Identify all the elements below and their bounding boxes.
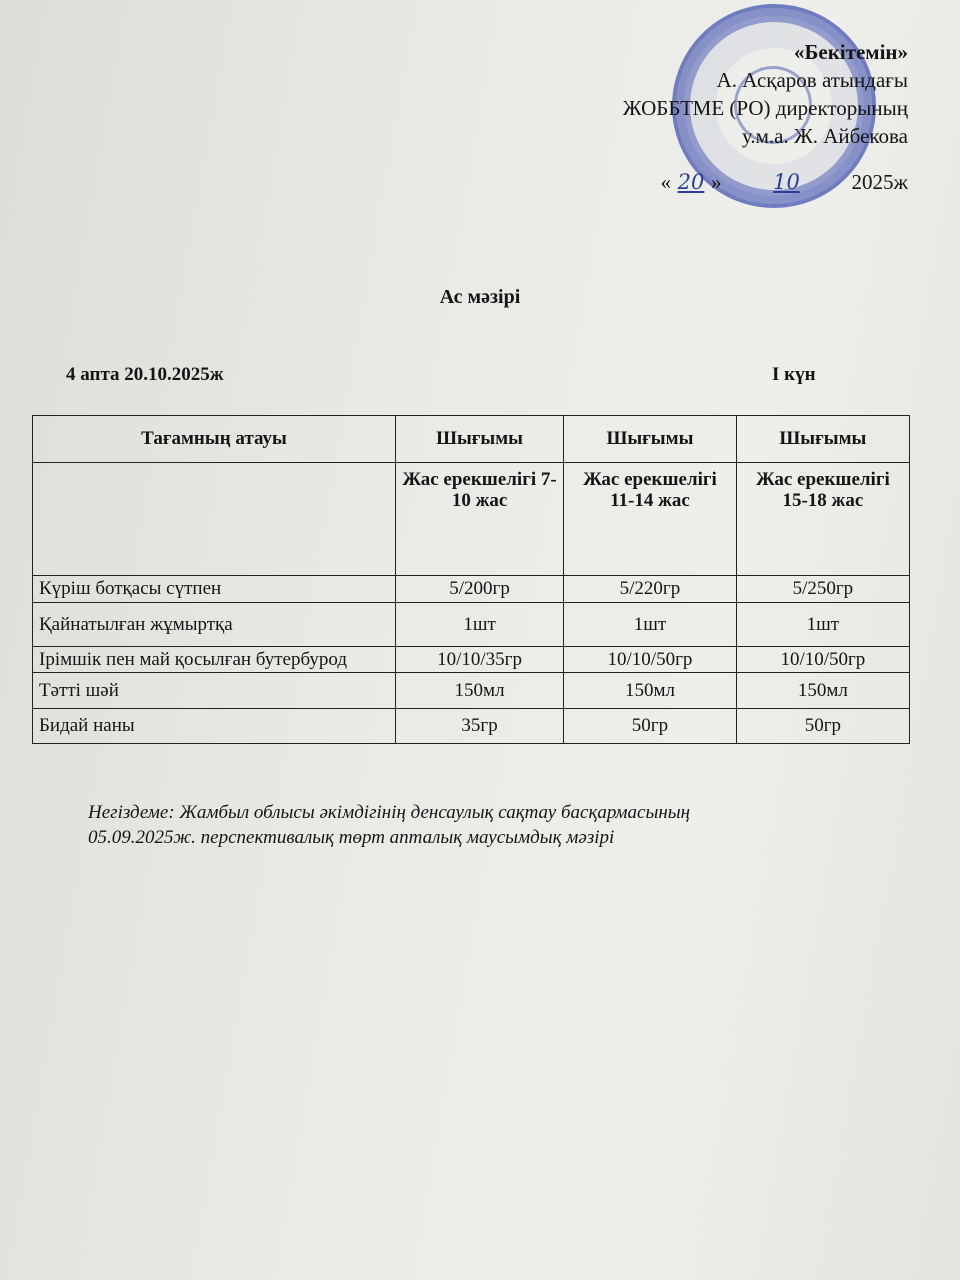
table-header-row [33,416,910,463]
approval-heading: «Бекітемін» [793,40,908,64]
page-title: Ас мәзірі [439,286,521,308]
table-row [33,647,910,673]
portion: 150мл [396,673,564,709]
header-dish: Тағамның атауы [33,416,396,463]
table-row [33,576,910,603]
age-group: Жас ерекшелігі 7-10 жас [396,463,564,576]
dish-name: Ірімшік пен май қосылған бутербурод [33,647,396,673]
date-day: 20 [677,170,705,194]
portion: 5/250гр [736,576,909,603]
dish-name: Бидай наны [33,709,396,744]
date-month: 10 [773,170,800,194]
approval-block [623,38,908,150]
portion: 150мл [564,673,737,709]
table-row [33,709,910,744]
header-yield: Шығымы [564,416,737,463]
header-yield: Шығымы [396,416,564,463]
portion: 1шт [564,603,737,647]
note-line: 05.09.2025ж. перспективалық төрт апталық маусымдық мәзірі [88,827,615,848]
dish-name: Тәтті шәй [33,673,396,709]
header-yield: Шығымы [736,416,909,463]
dish-name: Қайнатылған жұмыртқа [33,603,396,647]
portion: 5/200гр [396,576,564,603]
portion: 35гр [396,709,564,744]
age-group: Жас ерекшелігі 15-18 жас [736,463,909,576]
portion: 10/10/50гр [736,647,909,673]
menu-table [32,415,910,744]
table-row [33,673,910,709]
basis-note [88,800,690,850]
portion: 10/10/35гр [396,647,564,673]
day-label: І күн [772,364,816,385]
approval-school: А. Асқаров атындағы [716,68,908,92]
approval-date: « 20 » 10 2025ж [660,170,908,194]
empty-cell [33,463,396,576]
portion: 150мл [736,673,909,709]
note-line: Негіздеме: Жамбыл облысы әкімдігінің денсаулық сақтау басқармасының [88,802,691,823]
age-group: Жас ерекшелігі 11-14 жас [564,463,737,576]
portion: 5/220гр [564,576,737,603]
dish-name: Күріш ботқасы сүтпен [33,576,396,603]
approval-name: у.м.а. Ж. Айбекова [741,124,908,148]
portion: 1шт [736,603,909,647]
table-row [33,603,910,647]
approval-position: ЖОББТМЕ (РО) директорының [622,96,908,120]
portion: 50гр [564,709,737,744]
date-year: 2025ж [851,170,908,194]
age-group-row [33,463,910,576]
portion: 1шт [396,603,564,647]
portion: 10/10/50гр [564,647,737,673]
week-label: 4 апта 20.10.2025ж [66,364,224,385]
portion: 50гр [736,709,909,744]
